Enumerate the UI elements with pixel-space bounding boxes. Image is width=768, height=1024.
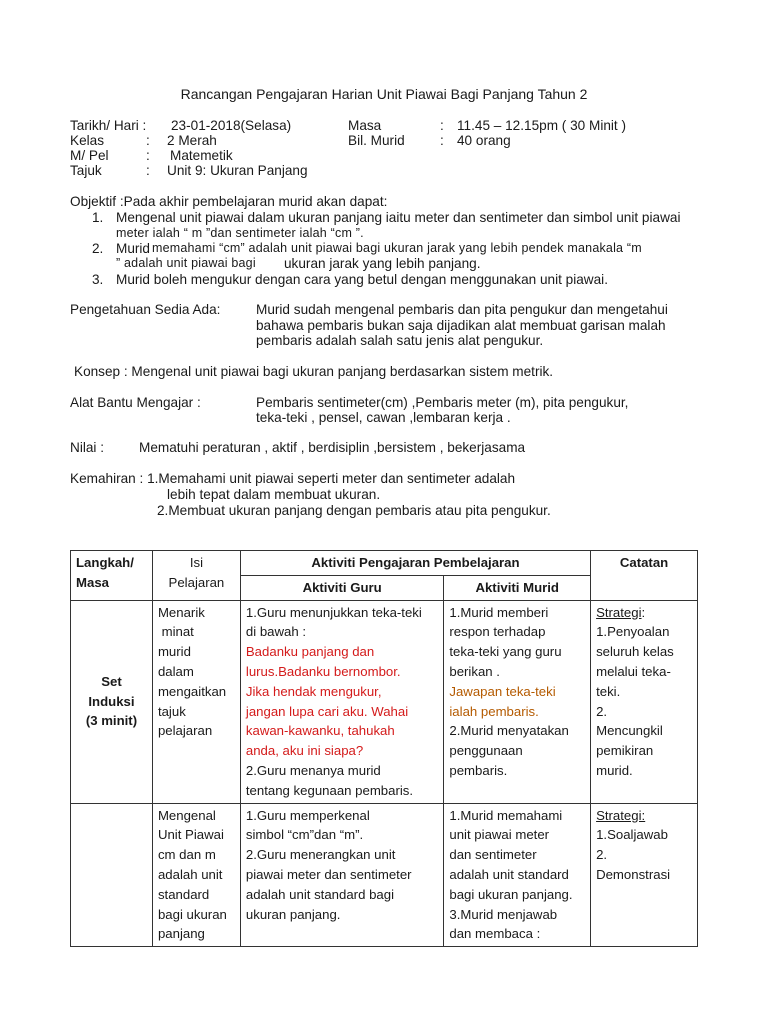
guru-line: tentang kegunaan pembaris. xyxy=(245,782,414,798)
isi-line: adalah unit xyxy=(157,866,223,882)
murid-line: teka-teki yang guru xyxy=(449,644,562,660)
murid-line: respon terhadap xyxy=(449,624,546,640)
header-isi-line-2: Pelajaran xyxy=(168,574,225,590)
murid-line: adalah unit standard xyxy=(449,866,569,882)
aktiviti-murid-cell xyxy=(444,803,591,947)
guru-line: 2.Guru menanya murid xyxy=(245,762,381,778)
guru-line: 1.Guru memperkenal xyxy=(245,807,370,823)
murid-line: penggunaan xyxy=(449,743,523,759)
murid-line: berikan . xyxy=(449,663,500,679)
isi-line: standard xyxy=(157,886,210,902)
murid-line: 3.Murid menjawab xyxy=(449,906,558,922)
teka-teki-line: lurus.Badanku bernombor. xyxy=(245,663,401,679)
table-row xyxy=(71,803,698,947)
isi-line: Menarik xyxy=(157,604,205,620)
masa-colon: : xyxy=(440,118,444,133)
catatan-line: 1.Penyoalan xyxy=(596,624,670,640)
catatan-line: 2. xyxy=(596,847,608,863)
langkah-line-2: Induksi xyxy=(88,693,135,709)
guru-line: di bawah : xyxy=(245,624,307,640)
isi-cell xyxy=(152,803,240,947)
aktiviti-guru-cell xyxy=(240,600,443,803)
bil-murid-value: 40 orang xyxy=(457,133,511,148)
masa-value: 11.45 – 12.15pm ( 30 Minit ) xyxy=(457,118,627,133)
objektif-num-3: 3. xyxy=(92,272,104,287)
mpel-value: Matemetik xyxy=(170,148,233,163)
murid-line: bagi ukuran panjang. xyxy=(449,886,573,902)
catatan-heading xyxy=(596,603,692,623)
pengetahuan-line-2: bahawa pembaris bukan saja dijadikan alat membuat garisan malah xyxy=(256,318,666,333)
mpel-colon: : xyxy=(146,148,150,163)
tajuk-value: Unit 9: Ukuran Panjang xyxy=(167,163,308,178)
rph-table xyxy=(70,550,698,947)
alat-label: Alat Bantu Mengajar : xyxy=(70,395,201,410)
bil-murid-colon: : xyxy=(440,133,444,148)
table-header-row-1 xyxy=(71,551,698,576)
objektif-2-line-1a: Murid xyxy=(116,241,150,256)
isi-line: cm dan m xyxy=(157,847,216,863)
langkah-line-3: (3 minit) xyxy=(85,713,138,729)
teka-teki-line: Jika hendak mengukur, xyxy=(245,683,382,699)
alat-line-1: Pembaris sentimeter(cm) ,Pembaris meter (m), pita pengukur, xyxy=(256,395,629,410)
jawapan-line: ialah pembaris. xyxy=(449,703,539,719)
kelas-colon: : xyxy=(146,133,150,148)
objektif-1-line-2: meter ialah “ m ”dan sentimeter ialah “cm ”. xyxy=(116,226,364,240)
teka-teki-line: Badanku panjang dan xyxy=(245,644,375,660)
tarikh-value: 23-01-2018(Selasa) xyxy=(171,118,292,133)
langkah-line-1: Set xyxy=(101,673,122,689)
strategi-label: Strategi: xyxy=(596,807,646,823)
kelas-label: Kelas xyxy=(70,133,105,148)
guru-line: simbol “cm”dan “m”. xyxy=(245,827,364,843)
table-row xyxy=(71,600,698,803)
kelas-value: 2 Merah xyxy=(167,133,217,148)
langkah-empty xyxy=(71,803,153,947)
header-isi-line-1: Isi xyxy=(189,555,203,570)
tarikh-label: Tarikh/ Hari : xyxy=(70,118,147,133)
catatan-line: seluruh kelas xyxy=(596,644,674,660)
catatan-line: murid. xyxy=(596,762,633,778)
catatan-line: teki. xyxy=(596,683,621,699)
teka-teki-line: kawan-kawanku, tahukah xyxy=(245,723,395,739)
header-isi xyxy=(152,551,240,601)
isi-line: murid xyxy=(157,644,191,660)
nilai-value: Mematuhi peraturan , aktif , berdisiplin ,bersistem , bekerjasama xyxy=(139,440,526,455)
catatan-line: 2. xyxy=(596,703,608,719)
objektif-num-2: 2. xyxy=(92,241,104,256)
aktiviti-murid-cell xyxy=(444,600,591,803)
tajuk-label: Tajuk xyxy=(70,163,102,178)
isi-line: panjang xyxy=(157,926,205,942)
objektif-1-line-1: Mengenal unit piawai dalam ukuran panjang iaitu meter dan sentimeter dan simbol unit piawai xyxy=(116,210,681,225)
isi-line: bagi ukuran xyxy=(157,906,227,922)
alat-line-2: teka-teki , pensel, cawan ,lembaran kerja . xyxy=(256,410,511,425)
isi-line: dalam xyxy=(157,663,194,679)
guru-line: 2.Guru menerangkan unit xyxy=(245,847,396,863)
langkah-set-induksi xyxy=(71,600,153,803)
catatan-cell xyxy=(591,600,698,803)
pengetahuan-label: Pengetahuan Sedia Ada: xyxy=(70,302,221,317)
header-langkah-line-2: Masa xyxy=(76,574,109,590)
catatan-cell xyxy=(591,803,698,947)
kemahiran-line-2: lebih tepat dalam membuat ukuran. xyxy=(167,487,381,502)
murid-line: pembaris. xyxy=(449,762,508,778)
pengetahuan-line-3: pembaris adalah salah satu jenis alat pengukur. xyxy=(256,333,544,348)
guru-line: adalah unit standard bagi xyxy=(245,886,394,902)
header-aktiviti: Aktiviti Pengajaran Pembelajaran xyxy=(240,551,590,576)
murid-line: 2.Murid menyatakan xyxy=(449,723,569,739)
header-aktiviti-murid: Aktiviti Murid xyxy=(444,575,591,600)
murid-line: dan sentimeter xyxy=(449,847,537,863)
isi-line: mengaitkan xyxy=(157,683,227,699)
objektif-2-line-2a: ” adalah unit piawai bagi xyxy=(116,256,256,270)
masa-label: Masa xyxy=(348,118,382,133)
murid-line: dan membaca : xyxy=(449,926,541,942)
isi-cell xyxy=(152,600,240,803)
guru-line: piawai meter dan sentimeter xyxy=(245,866,412,882)
bil-murid-label: Bil. Murid xyxy=(348,133,405,148)
guru-line: ukuran panjang. xyxy=(245,906,341,922)
isi-line: Mengenal xyxy=(157,807,216,823)
jawapan-line: Jawapan teka-teki xyxy=(449,683,556,699)
catatan-line: pemikiran xyxy=(596,743,654,759)
catatan-line: Mencungkil xyxy=(596,723,663,739)
header-langkah-line-1: Langkah/ xyxy=(76,555,134,570)
murid-line: 1.Murid memberi xyxy=(449,604,549,620)
kemahiran-line-3: 2.Membuat ukuran panjang dengan pembaris atau pita pengukur. xyxy=(157,503,551,518)
header-catatan: Catatan xyxy=(591,551,698,601)
isi-line: pelajaran xyxy=(157,723,213,739)
strategi-colon: : xyxy=(641,604,646,620)
objektif-2-line-1b: memahami “cm” adalah unit piawai bagi ukuran jarak yang lebih pendek manakala “m xyxy=(152,241,642,255)
page-title: Rancangan Pengajaran Harian Unit Piawai Bagi Panjang Tahun 2 xyxy=(180,86,588,102)
kemahiran-line-1: Kemahiran : 1.Memahami unit piawai seperti meter dan sentimeter adalah xyxy=(70,471,516,486)
isi-line: Unit Piawai xyxy=(157,827,224,843)
objektif-3-line: Murid boleh mengukur dengan cara yang betul dengan menggunakan unit piawai. xyxy=(116,272,608,287)
teka-teki-line: jangan lupa cari aku. Wahai xyxy=(245,703,409,719)
isi-line: minat xyxy=(157,624,194,640)
strategi-label: Strategi xyxy=(596,604,642,620)
header-langkah xyxy=(71,551,153,601)
mpel-label: M/ Pel xyxy=(70,148,109,163)
konsep: Konsep : Mengenal unit piawai bagi ukuran panjang berdasarkan sistem metrik. xyxy=(74,364,554,379)
murid-line: 1.Murid memahami xyxy=(449,807,563,823)
isi-line: tajuk xyxy=(157,703,186,719)
objektif-intro: Objektif :Pada akhir pembelajaran murid akan dapat: xyxy=(70,194,388,209)
catatan-line: Demonstrasi xyxy=(596,866,671,882)
pengetahuan-line-1: Murid sudah mengenal pembaris dan pita pengukur dan mengetahui xyxy=(256,302,668,317)
guru-line: 1.Guru menunjukkan teka-teki xyxy=(245,604,422,620)
teka-teki-line: anda, aku ini siapa? xyxy=(245,743,364,759)
tajuk-colon: : xyxy=(146,163,150,178)
objektif-2-line-2b: ukuran jarak yang lebih panjang. xyxy=(284,256,481,271)
header-aktiviti-guru: Aktiviti Guru xyxy=(240,575,443,600)
catatan-line: melalui teka- xyxy=(596,663,671,679)
murid-line: unit piawai meter xyxy=(449,827,550,843)
objektif-num-1: 1. xyxy=(92,210,104,225)
catatan-line: 1.Soaljawab xyxy=(596,827,668,843)
nilai-label: Nilai : xyxy=(70,440,104,455)
aktiviti-guru-cell xyxy=(240,803,443,947)
